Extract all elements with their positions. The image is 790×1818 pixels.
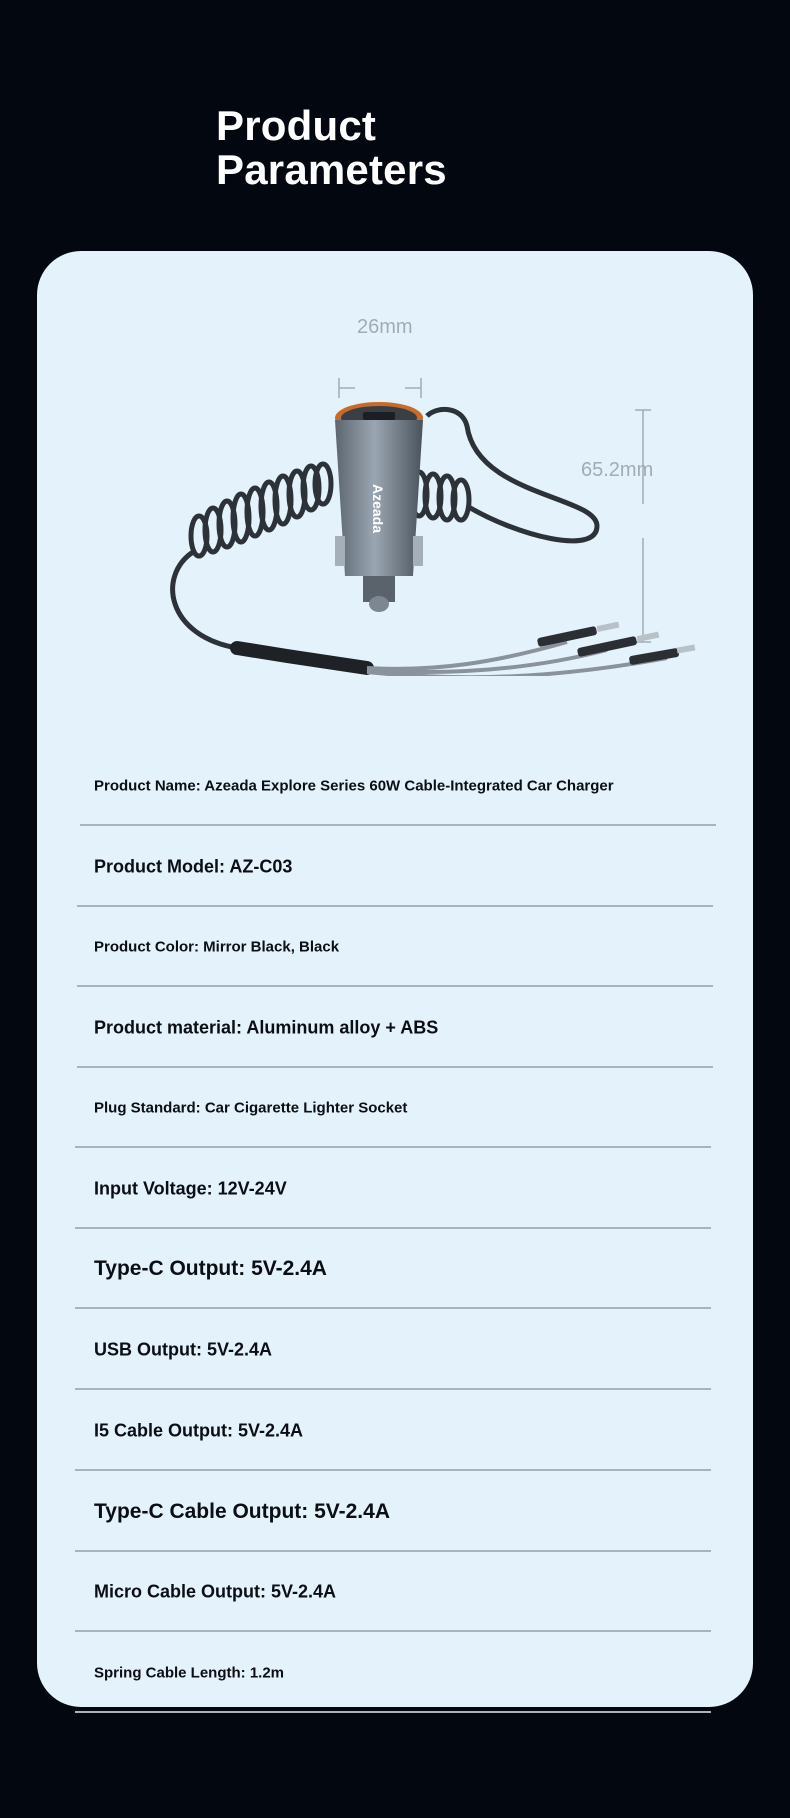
row-divider	[75, 1711, 711, 1713]
param-row-i5-cable-output	[37, 1390, 753, 1471]
param-row-product-color	[37, 906, 753, 987]
param-label: Input Voltage: 12V-24V	[94, 1178, 287, 1198]
page-title-line-1: Product	[216, 102, 377, 149]
param-label: Plug Standard: Car Cigarette Lighter Socket	[94, 1099, 408, 1116]
param-row-plug-standard	[37, 1067, 753, 1148]
spring-cable-right	[397, 409, 597, 540]
width-dimension-label: 26mm	[357, 316, 413, 338]
brand-logo: Azeada	[370, 484, 386, 534]
param-row-micro-cable-output	[37, 1551, 753, 1632]
page-title	[216, 104, 447, 192]
param-row-usb-output	[37, 1309, 753, 1390]
param-row-input-voltage	[37, 1148, 753, 1229]
param-label: Micro Cable Output: 5V-2.4A	[94, 1581, 337, 1601]
param-row-type-c-cable-output	[37, 1471, 753, 1552]
param-label: Product material: Aluminum alloy + ABS	[94, 1017, 439, 1037]
height-dimension-marker	[635, 410, 651, 642]
param-label: Spring Cable Length: 1.2m	[94, 1664, 285, 1681]
param-label: Product Color: Mirror Black, Black	[94, 938, 340, 955]
param-label: Type-C Output: 5V-2.4A	[94, 1256, 327, 1280]
param-label: Type-C Cable Output: 5V-2.4A	[94, 1499, 390, 1523]
parameters-card	[37, 251, 753, 1707]
spring-cable-left	[173, 464, 331, 648]
width-dimension-marker	[339, 378, 421, 398]
param-row-product-name	[37, 745, 753, 826]
param-label: Product Model: AZ-C03	[94, 856, 293, 876]
param-row-product-model	[37, 826, 753, 907]
charger-body	[335, 402, 423, 612]
param-row-type-c-output	[37, 1228, 753, 1309]
param-label: I5 Cable Output: 5V-2.4A	[94, 1420, 304, 1440]
page-title-line-2: Parameters	[216, 146, 447, 193]
param-label: USB Output: 5V-2.4A	[94, 1339, 273, 1359]
param-row-product-material	[37, 987, 753, 1068]
car-charger-product-image	[137, 306, 697, 676]
cable-splitter	[237, 622, 695, 676]
param-label: Product Name: Azeada Explore Series 60W Cable-Integrated Car Charger	[94, 777, 614, 794]
param-row-spring-cable-length	[37, 1632, 753, 1713]
height-dimension-label: 65.2mm	[581, 459, 654, 481]
